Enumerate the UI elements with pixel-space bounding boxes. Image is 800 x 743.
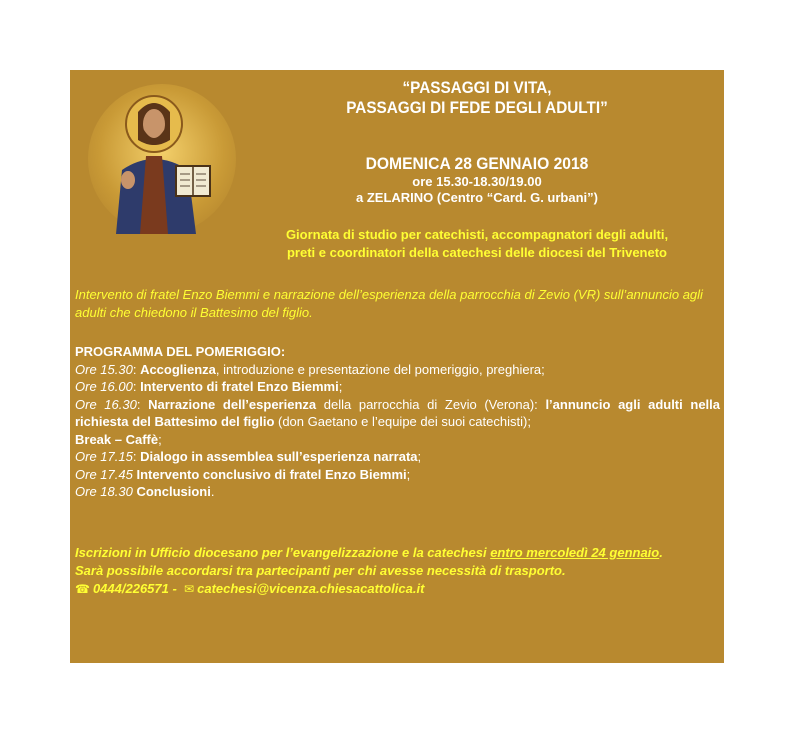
- program-item: Ore 15.30: Accoglienza, introduzione e presentazione del pomeriggio, preghiera;: [75, 361, 545, 377]
- program-item: Ore 16.00: Intervento di fratel Enzo Biemmi;: [75, 379, 343, 394]
- event-date: DOMENICA 28 GENNAIO 2018: [365, 154, 589, 173]
- event-time: ore 15.30-18.30/19.00: [412, 174, 542, 189]
- title-block: [250, 78, 704, 206]
- flyer-card: [70, 70, 724, 663]
- phone-icon: ☎: [75, 582, 90, 596]
- deadline: entro mercoledì 24 gennaio: [490, 545, 660, 560]
- program-item: Ore 16.30: Narrazione dell’esperienza della parrocchia di Zevio (Verona): l’annuncio agli adulti nella richiesta del Battesimo del figlio (don Gaetano e l’equipe dei suoi catechisti);: [75, 396, 720, 429]
- subtitle-line-2: preti e coordinatori della catechesi delle diocesi del Triveneto: [286, 245, 667, 260]
- title-line-2: PASSAGGI DI FEDE DEGLI ADULTI”: [346, 98, 608, 117]
- transport-note: Sarà possibile accordarsi tra partecipanti per chi avesse necessità di trasporto.: [75, 563, 566, 578]
- contact-line: [75, 580, 715, 598]
- program-header: PROGRAMMA DEL POMERIGGIO:: [75, 344, 286, 359]
- subtitle-block: [240, 226, 714, 262]
- program-section: [75, 343, 720, 501]
- registration-line: Iscrizioni in Ufficio diocesano per l’evangelizzazione e la catechesi entro mercoledì 24 gennaio.: [75, 545, 663, 560]
- program-item: Ore 18.30 Conclusioni.: [75, 484, 215, 499]
- christ-pantocrator-icon: [88, 84, 236, 234]
- program-item: Break – Caffè;: [75, 431, 162, 447]
- phone-number: 0444/226571 -: [92, 581, 177, 596]
- title-line-1: “PASSAGGI DI VITA,: [402, 78, 552, 97]
- subtitle-line-1: Giornata di studio per catechisti, accompagnatori degli adulti,: [285, 227, 669, 242]
- mail-icon: ✉: [184, 582, 195, 596]
- program-item: Ore 17.15: Dialogo in assemblea sull’esperienza narrata;: [75, 449, 422, 464]
- registration-info: [75, 544, 715, 598]
- intro-text: Intervento di fratel Enzo Biemmi e narrazione dell’esperienza della parrocchia di Zevio (VR) sull’annuncio agli adulti che chiedono il Battesimo del figlio.: [75, 287, 703, 320]
- email-address[interactable]: catechesi@vicenza.chiesacattolica.it: [197, 581, 425, 596]
- event-place: a ZELARINO (Centro “Card. G. urbani”): [356, 190, 598, 205]
- program-item: Ore 17.45 Intervento conclusivo di fratel Enzo Biemmi;: [75, 466, 411, 482]
